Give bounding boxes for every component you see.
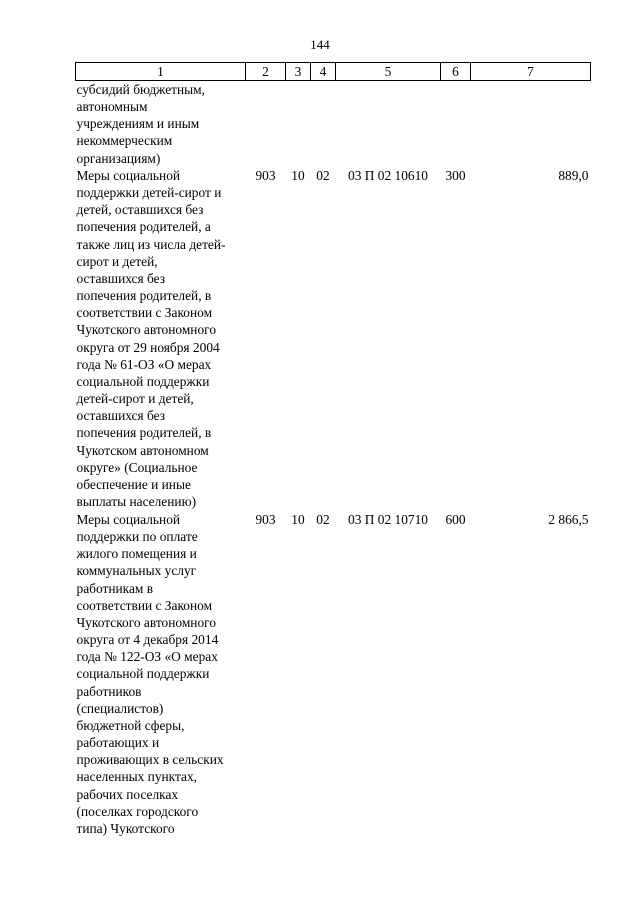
cell-col4: 02: [316, 512, 330, 527]
column-header-7: 7: [471, 63, 591, 81]
text-line: соответствии с Законом: [76, 305, 213, 321]
text-line: субсидий бюджетным,: [76, 82, 206, 97]
text-line: обеспечение и иные: [76, 476, 191, 492]
text-line: поддержки детей-сирот и: [76, 185, 222, 201]
column-header-4: 4: [311, 63, 336, 81]
cell-col5: 03 П 02 10610: [348, 168, 428, 183]
text-line: сирот и детей,: [76, 253, 158, 269]
text-line: Чукотского автономного: [76, 614, 217, 630]
continuation-text: [76, 81, 246, 168]
cell-col2: 903: [255, 168, 276, 183]
text-line: рабочих поселках: [76, 786, 179, 802]
text-line: округа от 4 декабря 2014: [76, 632, 219, 648]
cell-col3: 10: [291, 168, 305, 183]
text-line: населенных пунктах,: [76, 769, 198, 785]
text-line: выплаты населению): [76, 493, 197, 509]
text-line: округа от 29 ноября 2004: [76, 339, 220, 355]
text-line: бюджетной сферы,: [76, 717, 185, 733]
text-line: учреждениям и иным: [76, 116, 200, 132]
page-number: 144: [310, 37, 330, 52]
text-line: некоммерческим: [76, 133, 173, 149]
text-line: (специалистов): [76, 700, 164, 716]
text-line: коммунальных услуг: [76, 563, 197, 579]
text-line: автономным: [76, 99, 148, 115]
row-name: [76, 167, 246, 511]
text-line: социальной поддержки: [76, 666, 210, 682]
cell-col7: 889,0: [558, 168, 589, 183]
cell-col5: 03 П 02 10710: [348, 512, 428, 527]
budget-table: [75, 62, 591, 837]
cell-col6: 300: [445, 168, 466, 183]
text-line: Меры социальной: [76, 168, 181, 183]
column-header-6: 6: [441, 63, 471, 81]
text-line: Чукотского автономного: [76, 322, 217, 338]
column-header-3: 3: [286, 63, 311, 81]
text-line: Меры социальной: [76, 512, 181, 527]
text-line: детей-сирот и детей,: [76, 391, 194, 407]
table-row: [76, 167, 591, 511]
text-line: оставшихся без: [76, 408, 166, 424]
row-name: [76, 511, 246, 837]
text-line: поддержки по оплате: [76, 529, 198, 545]
text-line: соответствии с Законом: [76, 597, 213, 613]
text-line: работающих и: [76, 735, 160, 751]
cell-col4: 02: [316, 168, 330, 183]
text-line: года № 61-ОЗ «О мерах: [76, 356, 212, 372]
column-header-2: 2: [246, 63, 286, 81]
continuation-row: [76, 81, 591, 168]
text-line: проживающих в сельских: [76, 752, 224, 768]
text-line: попечения родителей, в: [76, 288, 212, 304]
text-line: жилого помещения и: [76, 546, 197, 562]
text-line: социальной поддержки: [76, 373, 210, 389]
text-line: попечения родителей, в: [76, 425, 212, 441]
text-line: типа) Чукотского: [76, 820, 175, 836]
text-line: организациям): [76, 150, 161, 166]
cell-col3: 10: [291, 512, 305, 527]
column-header-1: 1: [76, 63, 246, 81]
text-line: детей, оставшихся без: [76, 202, 204, 218]
text-line: (поселках городского: [76, 803, 199, 819]
text-line: попечения родителей, а: [76, 219, 211, 235]
text-line: округе» (Социальное: [76, 459, 198, 475]
text-line: оставшихся без: [76, 270, 166, 286]
cell-col7: 2 866,5: [548, 512, 589, 527]
text-line: работников: [76, 683, 142, 699]
cell-col2: 903: [255, 512, 276, 527]
text-line: также лиц из числа детей-: [76, 236, 226, 252]
text-line: Чукотском автономном: [76, 442, 209, 458]
table-row: [76, 511, 591, 837]
text-line: работникам в: [76, 580, 154, 596]
column-header-5: 5: [336, 63, 441, 81]
cell-col6: 600: [445, 512, 466, 527]
text-line: года № 122-ОЗ «О мерах: [76, 649, 218, 665]
header-row: [76, 63, 591, 81]
